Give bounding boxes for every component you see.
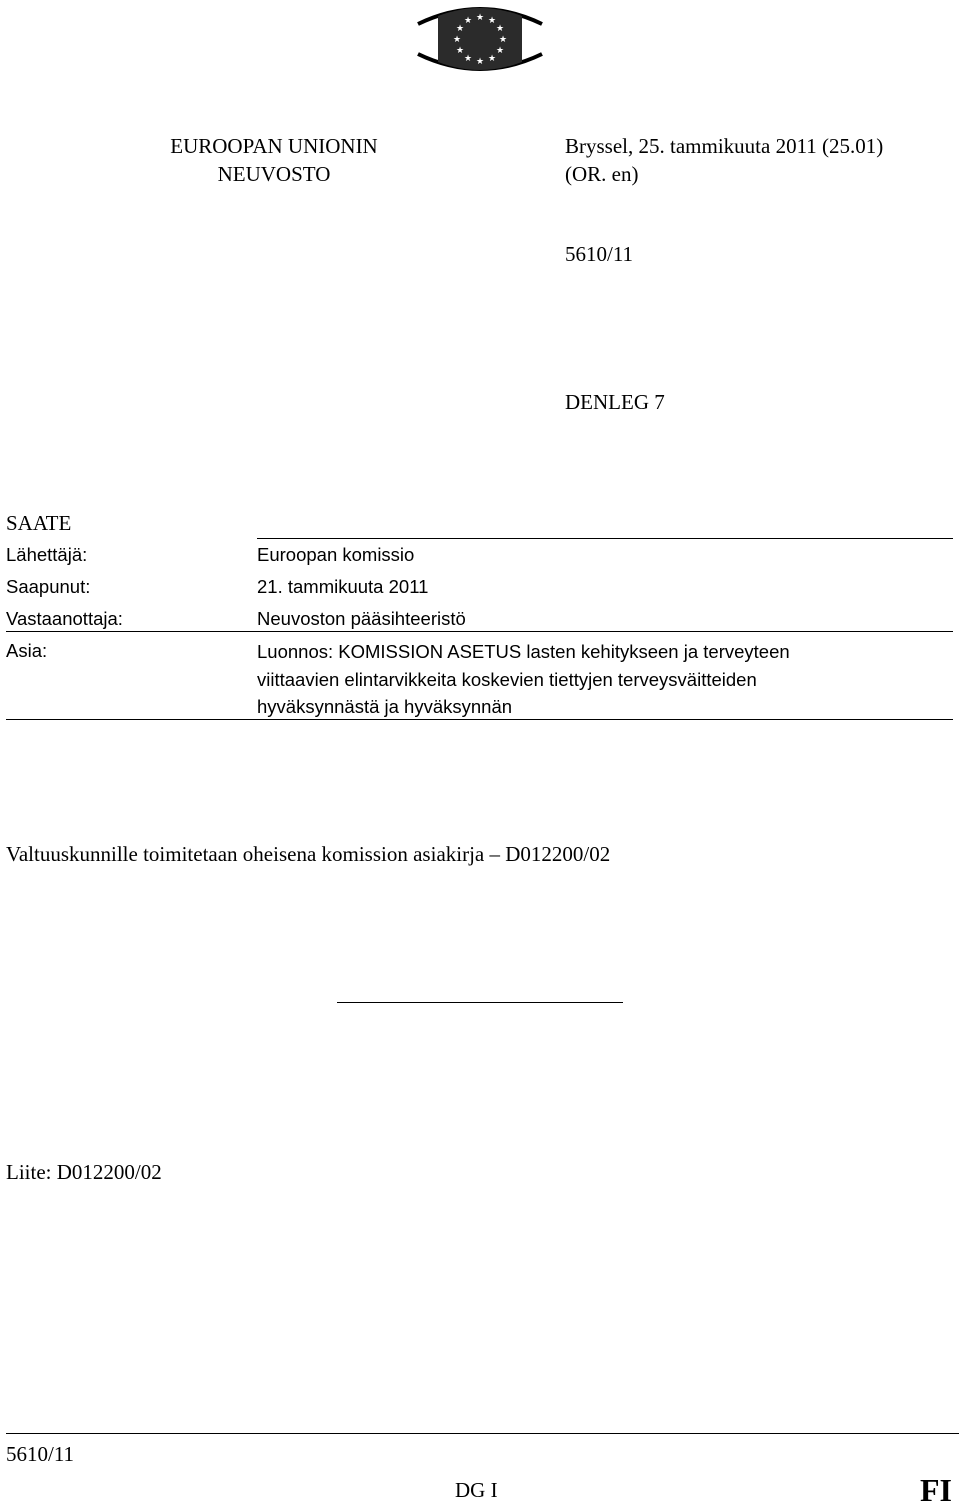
council-name-line2: NEUVOSTO	[217, 162, 331, 186]
subject-value	[257, 638, 937, 721]
svg-text:★: ★	[495, 46, 505, 56]
svg-text:★: ★	[463, 16, 473, 26]
attachment-line: Liite: D012200/02	[6, 1160, 162, 1184]
council-name-line1: EUROOPAN UNIONIN	[170, 134, 378, 158]
subject-label: Asia:	[6, 640, 48, 661]
classification-code: DENLEG 7	[565, 390, 665, 414]
recipient-label: Vastaanottaja:	[6, 608, 123, 629]
subject-line-1: Luonnos: KOMISSION ASETUS lasten kehitykseen ja terveyteen	[257, 641, 790, 662]
eu-council-logo	[410, 2, 550, 76]
subject-rule	[6, 719, 953, 720]
svg-text:★: ★	[452, 35, 462, 45]
dateline	[565, 132, 883, 188]
footer-dg: DG I	[455, 1478, 498, 1502]
svg-text:★: ★	[475, 57, 485, 67]
svg-text:★: ★	[455, 46, 465, 56]
footer-rule	[6, 1433, 959, 1434]
dateline-line2: (OR. en)	[565, 162, 639, 186]
subject-line-2: viittaavien elintarvikkeita koskevien tiettyjen terveysväitteiden	[257, 668, 757, 690]
recipient-value: Neuvoston pääsihteeristö	[257, 608, 466, 629]
svg-text:★: ★	[475, 13, 485, 23]
document-number: 5610/11	[565, 242, 634, 266]
svg-text:★: ★	[495, 24, 505, 34]
dateline-line1: Bryssel, 25. tammikuuta 2011 (25.01)	[565, 134, 884, 158]
cover-note-title: SAATE	[6, 511, 72, 535]
recipient-rule	[6, 631, 953, 632]
council-name	[150, 132, 398, 188]
footer-doc-number: 5610/11	[6, 1442, 75, 1466]
svg-text:★: ★	[487, 54, 497, 64]
received-label: Saapunut:	[6, 576, 91, 597]
subject-line-3: hyväksynnästä ja hyväksynnän	[257, 696, 513, 717]
svg-text:★: ★	[498, 35, 508, 45]
received-value: 21. tammikuuta 2011	[257, 576, 429, 597]
svg-text:★: ★	[463, 54, 473, 64]
sender-label: Lähettäjä:	[6, 544, 88, 565]
footer-language: FI	[920, 1472, 952, 1508]
svg-text:★: ★	[487, 16, 497, 26]
body-text: Valtuuskunnille toimitetaan oheisena komission asiakirja – D012200/02	[6, 842, 611, 866]
sender-rule	[257, 538, 953, 539]
sender-value: Euroopan komissio	[257, 544, 415, 565]
svg-text:★: ★	[455, 24, 465, 34]
closing-rule	[337, 1002, 623, 1003]
